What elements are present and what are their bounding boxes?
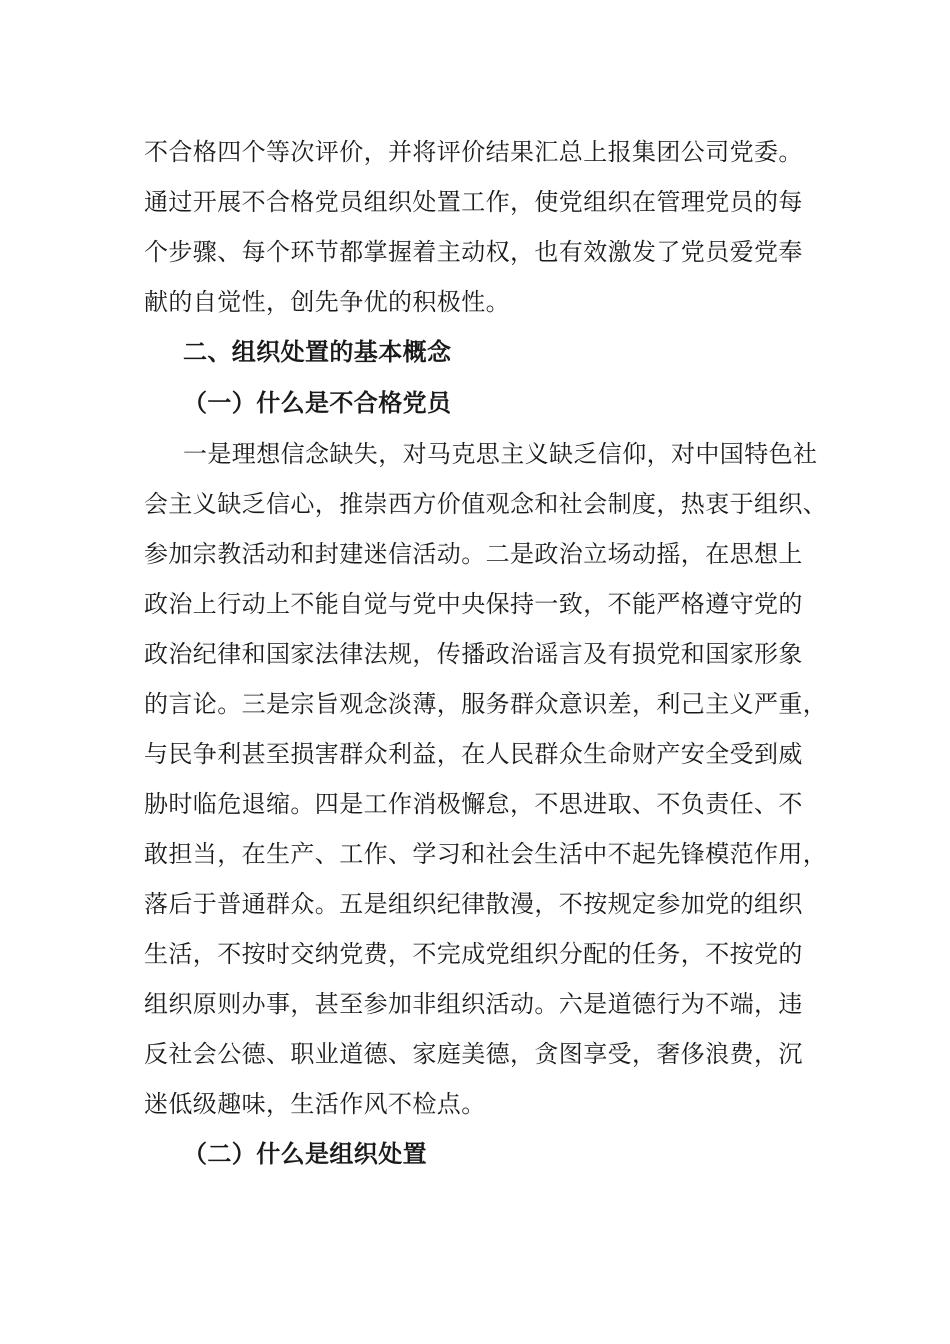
paragraph-line: 会主义缺乏信心，推崇西方价值观念和社会制度，热衷于组织、 (144, 490, 828, 518)
paragraph-line: 政治纪律和国家法律法规，传播政治谣言及有损党和国家形象 (144, 640, 803, 668)
paragraph-line: 胁时临危退缩。四是工作消极懈怠，不思进取、不负责任、不 (144, 790, 803, 818)
paragraph-line: 政治上行动上不能自觉与党中央保持一致，不能严格遵守党的 (144, 590, 803, 618)
paragraph-line: 献的自觉性，创先争优的积极性。 (144, 288, 510, 316)
paragraph-line: 迷低级趣味，生活作风不检点。 (144, 1090, 486, 1118)
subsection-heading: （一）什么是不合格党员 (183, 389, 452, 417)
section-heading: 二、组织处置的基本概念 (183, 338, 452, 366)
subsection-heading: （二）什么是组织处置 (183, 1140, 427, 1168)
paragraph-line: 反社会公德、职业道德、家庭美德，贪图享受，奢侈浪费，沉 (144, 1040, 803, 1068)
paragraph-line: 个步骤、每个环节都掌握着主动权，也有效激发了党员爱党奉 (144, 238, 803, 266)
paragraph-line: 不合格四个等次评价，并将评价结果汇总上报集团公司党委。 (144, 138, 803, 166)
paragraph-line: 通过开展不合格党员组织处置工作，使党组织在管理党员的每 (144, 188, 803, 216)
paragraph-line: 落后于普通群众。五是组织纪律散漫，不按规定参加党的组织 (144, 890, 803, 918)
paragraph-line: 一是理想信念缺失，对马克思主义缺乏信仰，对中国特色社 (183, 440, 818, 468)
paragraph-line: 组织原则办事，甚至参加非组织活动。六是道德行为不端，违 (144, 990, 803, 1018)
paragraph-line: 的言论。三是宗旨观念淡薄，服务群众意识差，利己主义严重， (144, 690, 828, 718)
paragraph-line: 与民争利甚至损害群众利益，在人民群众生命财产安全受到威 (144, 740, 803, 768)
paragraph-line: 生活，不按时交纳党费，不完成党组织分配的任务，不按党的 (144, 940, 803, 968)
paragraph-line: 参加宗教活动和封建迷信活动。二是政治立场动摇，在思想上 (144, 540, 803, 568)
paragraph-line: 敢担当，在生产、工作、学习和社会生活中不起先锋模范作用， (144, 840, 828, 868)
